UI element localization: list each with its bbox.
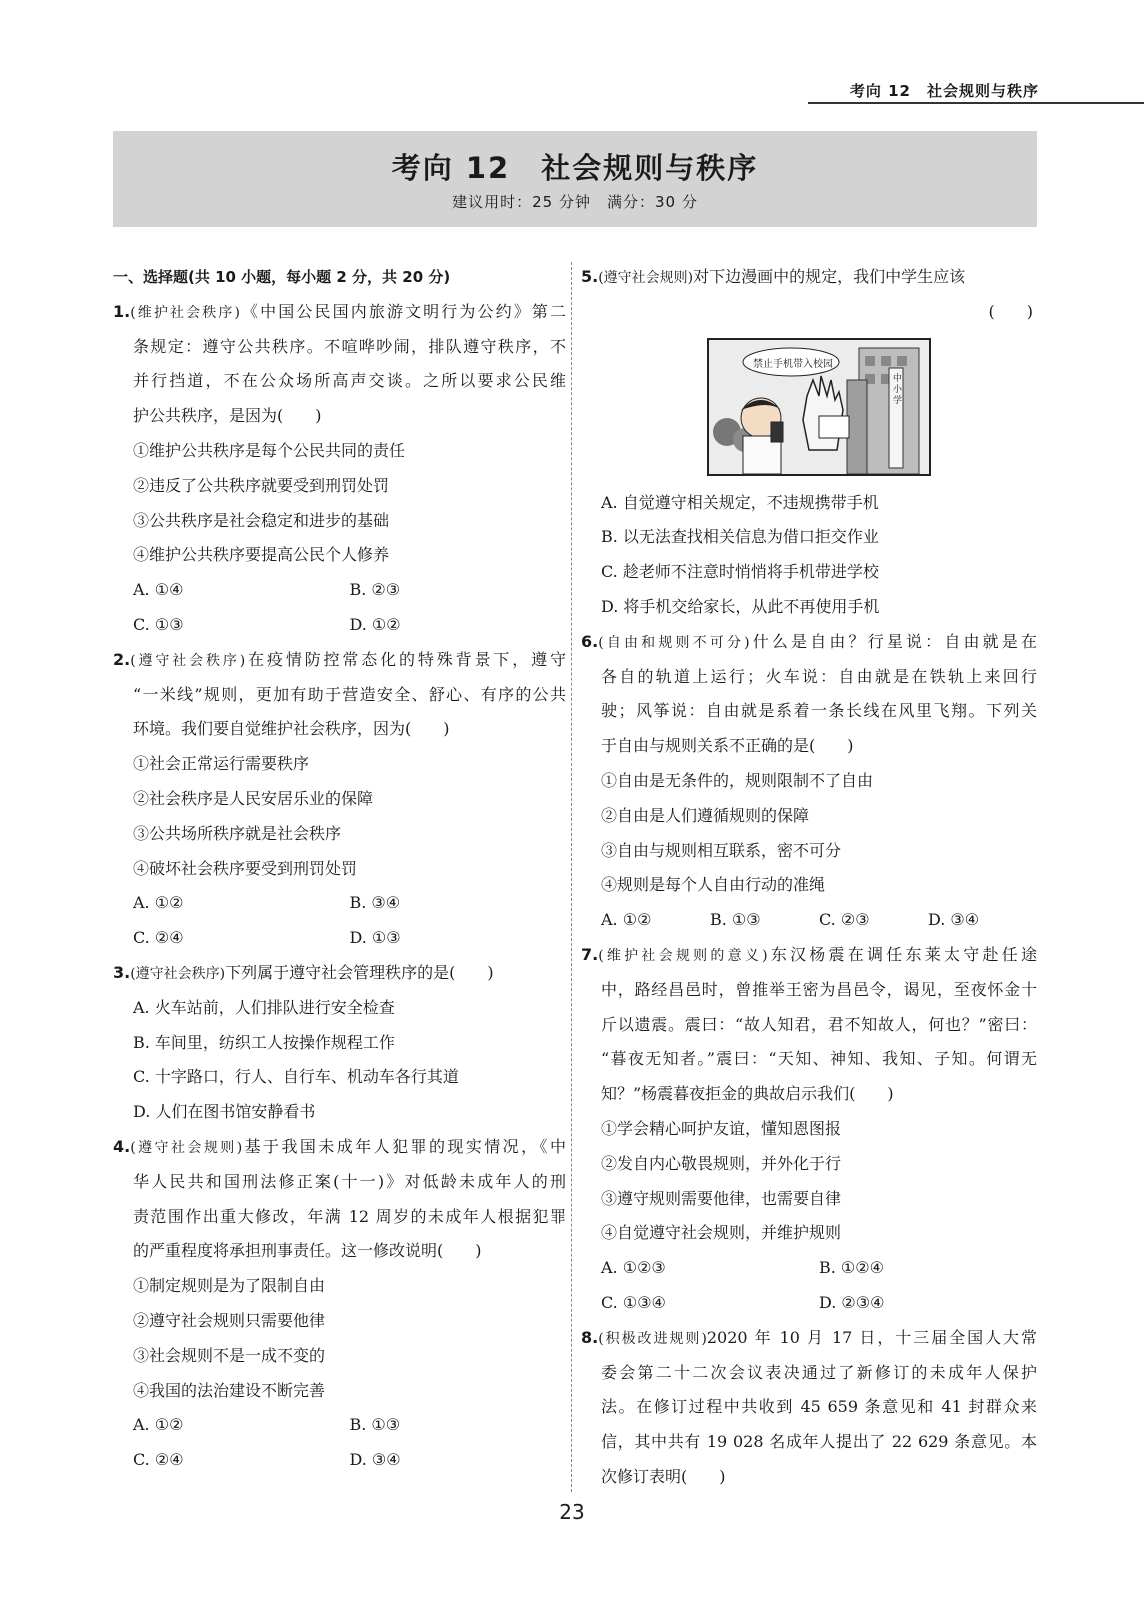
statement-item: ③公共场所秩序就是社会秩序: [133, 823, 342, 843]
question-3: [113, 956, 566, 1130]
answer-bracket: ( ): [988, 301, 1033, 321]
question-text-line: 知？”杨震暮夜拒金的典故启示我们( ): [601, 1084, 894, 1104]
option-d[interactable]: D. ①②: [349, 614, 401, 634]
question-number: 1.: [113, 301, 131, 321]
question-2: [113, 643, 566, 956]
statement-item: ④我国的法治建设不断完善: [133, 1380, 326, 1400]
question-number: 5.: [581, 267, 599, 286]
running-header-title: 考向 12 社会规则与秩序: [849, 82, 1039, 100]
question-text-line: 信，其中共有 19 028 名成年人提出了 22 629 条意见。本: [601, 1432, 1037, 1452]
option-b[interactable]: B. ①③: [710, 910, 761, 930]
question-number: 8.: [581, 1327, 599, 1347]
question-text-line: 东汉杨震在调任东莱太守赴任途: [767, 944, 1037, 964]
question-text-line: 《中国公民国内旅游文明行为公约》第二: [239, 301, 566, 321]
option-b[interactable]: B. 以无法查找相关信息为借口拒交作业: [601, 527, 879, 547]
option-c[interactable]: C. ①③: [133, 614, 184, 634]
option-c[interactable]: C. 趁老师不注意时悄悄将手机带进学校: [601, 562, 879, 582]
option-c[interactable]: C. 十字路口，行人、自行车、机动车各行其道: [133, 1067, 459, 1087]
option-b[interactable]: B. 车间里，纺织工人按操作规程工作: [133, 1032, 395, 1052]
option-c[interactable]: C. ②④: [133, 1450, 184, 1470]
section-title: 一、选择题(共 10 小题，每小题 2 分，共 20 分): [113, 268, 451, 286]
question-number: 7.: [581, 944, 599, 964]
question-number: 3.: [113, 962, 131, 982]
page-number: 23: [559, 1500, 585, 1524]
option-d[interactable]: D. 将手机交给家长，从此不再使用手机: [601, 596, 880, 616]
option-d[interactable]: D. ③④: [928, 910, 980, 930]
question-number: 2.: [113, 649, 131, 669]
question-tag: (遵守社会规则): [130, 1139, 243, 1156]
statement-item: ③遵守规则需要他律，也需要自律: [601, 1188, 842, 1208]
question-text-line: “暮夜无知者。”震曰：“天知、神知、我知、子知。何谓无: [601, 1049, 1037, 1069]
statement-item: ④规则是每个人自由行动的准绳: [601, 875, 826, 895]
question-tag: (遵守社会秩序): [130, 965, 226, 982]
cartoon-gate-text: 中小学: [893, 373, 903, 406]
statement-item: ①社会正常运行需要秩序: [133, 754, 310, 774]
question-text-line: 委会第二十二次会议表决通过了新修订的未成年人保护: [601, 1362, 1037, 1382]
question-number: 6.: [581, 631, 599, 651]
statement-item: ③自由与规则相互联系，密不可分: [601, 840, 842, 860]
statement-item: ①制定规则是为了限制自由: [133, 1276, 326, 1296]
question-tag: (积极改进规则): [598, 1330, 707, 1347]
question-text-line: 条规定：遵守公共秩序。不喧哗吵闹，排队遵守秩序，不: [133, 336, 566, 356]
option-a[interactable]: A. 火车站前，人们排队进行安全检查: [133, 997, 395, 1017]
statement-item: ①学会精心呵护友谊，懂知恩图报: [601, 1118, 842, 1138]
page-title: 考向 12 社会规则与秩序: [391, 151, 759, 185]
option-a[interactable]: A. ①②③: [601, 1258, 666, 1278]
question-5: [581, 260, 1037, 625]
question-text-line: 对下边漫画中的规定，我们中学生应该: [693, 267, 966, 286]
question-text-line: 环境。我们要自觉维护社会秩序，因为( ): [133, 719, 450, 739]
statement-item: ③社会规则不是一成不变的: [133, 1345, 326, 1365]
question-tag: (遵守社会秩序): [130, 652, 246, 669]
question-text-line: 护公共秩序，是因为( ): [133, 406, 322, 426]
question-1: [113, 295, 566, 643]
option-a[interactable]: A. ①②: [601, 910, 652, 930]
question-text-line: 中，路经昌邑时，曾推举王密为昌邑令，谒见，至夜怀金十: [601, 979, 1037, 999]
statement-item: ①维护公共秩序是每个公民共同的责任: [133, 440, 406, 460]
question-tag: (维护社会规则的意义): [598, 947, 768, 964]
question-text-line: 并行挡道，不在公众场所高声交谈。之所以要求公民维: [133, 371, 566, 391]
question-text-line: 2020 年 10 月 17 日，十三届全国人大常: [706, 1327, 1037, 1347]
statement-item: ②发自内心敬畏规则，并外化于行: [601, 1153, 842, 1173]
question-text-line: 下列属于遵守社会管理秩序的是( ): [225, 962, 494, 982]
statement-item: ①自由是无条件的，规则限制不了自由: [601, 770, 874, 790]
running-header: [0, 68, 1144, 104]
statement-item: ④破坏社会秩序要受到刑罚处罚: [133, 858, 358, 878]
statement-item: ②自由是人们遵循规则的保障: [601, 805, 810, 825]
option-a[interactable]: A. 自觉遵守相关规定，不违规携带手机: [601, 492, 879, 512]
statement-item: ③公共秩序是社会稳定和进步的基础: [133, 510, 390, 530]
question-text-line: “一米线”规则，更加有助于营造安全、舒心、有序的公共: [133, 684, 566, 704]
option-b[interactable]: B. ③④: [349, 893, 401, 913]
question-text-line: 的严重程度将承担刑事责任。这一修改说明( ): [133, 1241, 482, 1261]
question-text-line: 责范围作出重大修改，年满 12 周岁的未成年人根据犯罪: [133, 1206, 566, 1226]
question-7: [581, 938, 1037, 1321]
option-b[interactable]: B. ②③: [349, 580, 401, 600]
question-4: [113, 1130, 566, 1478]
option-b[interactable]: B. ①③: [349, 1415, 401, 1435]
statement-item: ②违反了公共秩序就要受到刑罚处罚: [133, 475, 390, 495]
time-score-info: 建议用时：25 分钟 满分：30 分: [452, 193, 698, 211]
title-banner: [113, 131, 1037, 227]
statement-item: ④自觉遵守社会规则，并维护规则: [601, 1223, 842, 1243]
question-text-line: 驶；风筝说：自由就是系着一条长线在风里飞翔。下列关: [601, 701, 1037, 721]
question-text-line: 华人民共和国刑法修正案(十一)》对低龄未成年人的刑: [133, 1171, 566, 1191]
question-text-line: 斤以遗震。震曰：“故人知君，君不知故人，何也？”密曰：: [601, 1014, 1037, 1034]
option-c[interactable]: C. ②③: [819, 910, 870, 930]
option-d[interactable]: D. 人们在图书馆安静看书: [133, 1102, 316, 1122]
header-rule: [808, 102, 1144, 104]
option-c[interactable]: C. ①③④: [601, 1292, 666, 1312]
question-text-line: 次修订表明( ): [601, 1466, 726, 1486]
option-d[interactable]: D. ③④: [349, 1450, 401, 1470]
option-b[interactable]: B. ①②④: [819, 1258, 884, 1278]
question-text-line: 法。在修订过程中共收到 45 659 条意见和 41 封群众来: [601, 1397, 1037, 1417]
option-c[interactable]: C. ②④: [133, 928, 184, 948]
statement-item: ②社会秩序是人民安居乐业的保障: [133, 788, 374, 808]
option-a[interactable]: A. ①②: [133, 893, 184, 913]
question-tag: (维护社会秩序): [130, 304, 240, 321]
question-6: [581, 625, 1037, 938]
statement-item: ④维护公共秩序要提高公民个人修养: [133, 545, 390, 565]
statement-item: ②遵守社会规则只需要他律: [133, 1310, 326, 1330]
cartoon-image: [707, 338, 931, 476]
cartoon-bubble-text: 禁止手机带入校园: [753, 358, 833, 370]
left-column: [113, 260, 566, 1478]
option-a[interactable]: A. ①②: [133, 1415, 184, 1435]
right-column: [581, 260, 1037, 1495]
question-text-line: 各自的轨道上运行；火车说：自由就是在铁轨上来回行: [601, 666, 1037, 686]
option-d[interactable]: D. ①③: [349, 928, 401, 948]
option-d[interactable]: D. ②③④: [819, 1292, 885, 1312]
question-tag: (自由和规则不可分): [598, 634, 750, 651]
column-divider: [571, 262, 572, 1492]
question-number: 4.: [113, 1136, 131, 1156]
question-tag: (遵守社会规则): [598, 270, 694, 286]
question-text-line: 基于我国未成年人犯罪的现实情况，《中: [242, 1136, 566, 1156]
question-text-line: 于自由与规则关系不正确的是( ): [601, 736, 854, 756]
option-a[interactable]: A. ①④: [133, 580, 184, 600]
question-8: [581, 1321, 1037, 1495]
question-text-line: 什么是自由？行星说：自由就是在: [749, 631, 1037, 651]
question-text-line: 在疫情防控常态化的特殊背景下，遵守: [245, 649, 566, 669]
